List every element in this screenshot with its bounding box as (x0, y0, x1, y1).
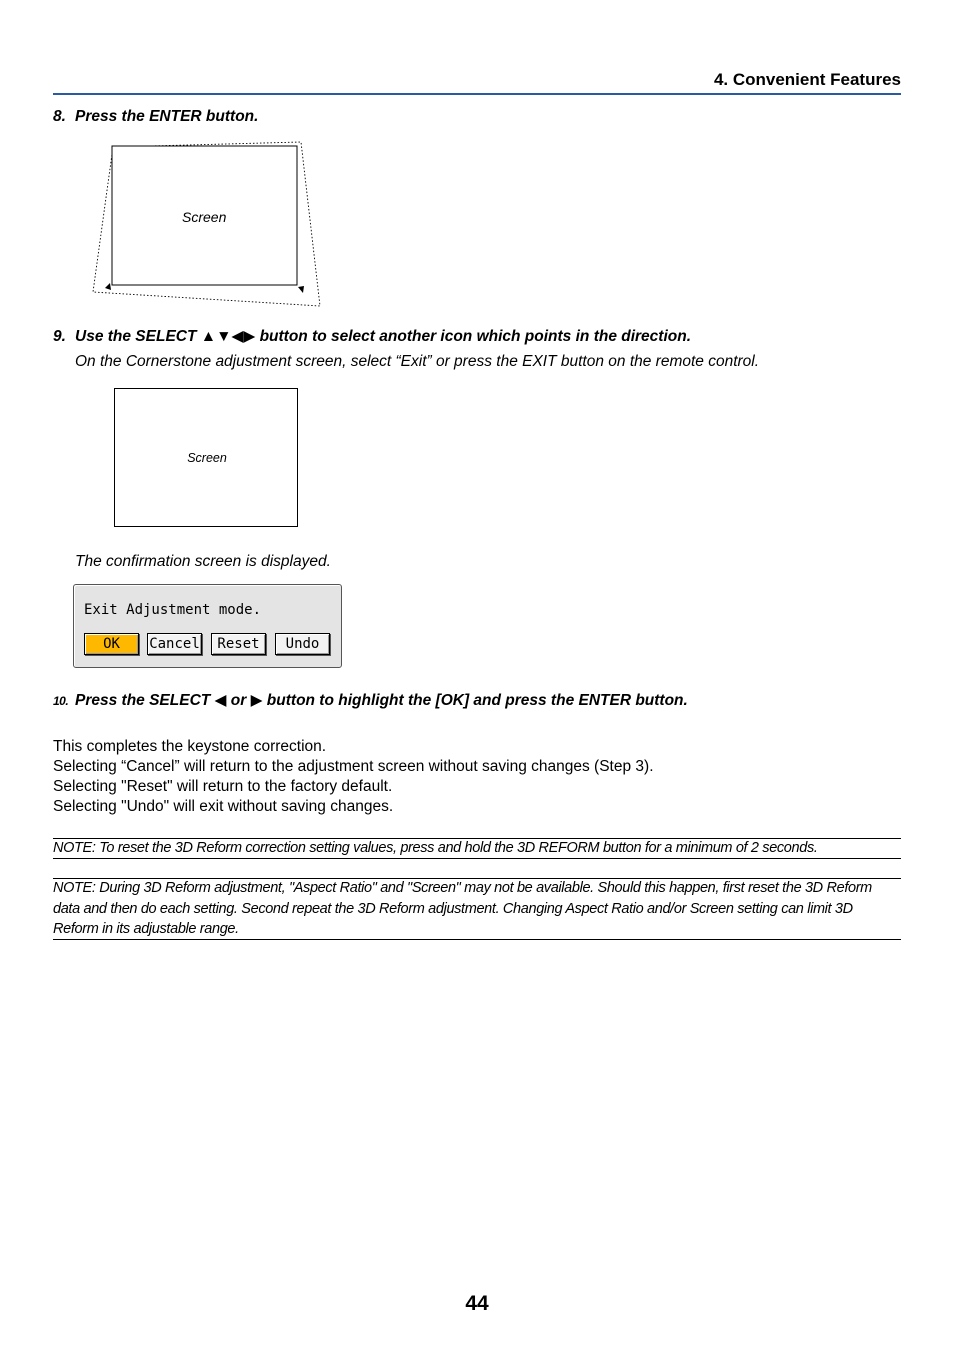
note-reset: NOTE: To reset the 3D Reform correction setting values, press and hold the 3D REFORM button for a minimum of 2 seconds. (53, 840, 818, 856)
dialog-message: Exit Adjustment mode. (84, 602, 262, 618)
body-line: Selecting "Undo" will exit without saving changes. (53, 798, 394, 815)
corrected-screen-figure (114, 388, 298, 527)
page-number: 44 (465, 1292, 489, 1315)
cancel-button[interactable]: Cancel (147, 633, 202, 655)
screen-label: Screen (182, 209, 227, 225)
confirmation-text: The confirmation screen is displayed. (75, 553, 331, 570)
step-9-number: 9. (53, 328, 66, 345)
step-8-number: 8. (53, 108, 66, 125)
ok-button[interactable]: OK (84, 633, 139, 655)
step-8 (53, 108, 258, 126)
body-line: This completes the keystone correction. (53, 738, 327, 755)
step-9-subtext: On the Cornerstone adjustment screen, select “Exit” or press the EXIT button on the remote control. (75, 353, 760, 370)
step-9 (53, 327, 691, 346)
keystone-diagram (90, 140, 325, 310)
section-title: 4. Convenient Features (713, 70, 901, 89)
corner-arrow-bottom-left (105, 283, 111, 290)
step-10 (53, 691, 688, 710)
corner-arrow-bottom-right (298, 286, 304, 293)
header-rule (53, 93, 901, 95)
step-8-text: Press the ENTER button. (75, 108, 259, 125)
body-line: Selecting “Cancel” will return to the adjustment screen without saving changes (Step 3). (53, 758, 654, 775)
keystone-figure (90, 140, 325, 310)
reset-button[interactable]: Reset (211, 633, 266, 655)
step-10-number: 10. (53, 694, 69, 708)
body-line: Selecting "Reset" will return to the factory default. (53, 778, 393, 795)
note-rule (53, 939, 901, 940)
undo-button[interactable]: Undo (275, 633, 330, 655)
step-9-text: Use the SELECT ▲▼◀▶ button to select another icon which points in the direction. (75, 328, 692, 345)
exit-adjustment-dialog (73, 584, 342, 668)
screen-label: Screen (187, 451, 227, 465)
note-3d-reform: NOTE: During 3D Reform adjustment, "Aspect Ratio" and "Screen" may not be available. Should this happen, first reset the 3D Reform data and then do each setting. Second repeat the 3D Reform adjustment. Changing Aspect Ratio and/or Screen setting can limit 3D Reform in its adjustable range. (53, 880, 872, 937)
step-10-text: Press the SELECT ◀ or ▶ button to highlight the [OK] and press the ENTER button. (75, 692, 688, 709)
body-paragraph (53, 737, 654, 817)
note-rule (53, 858, 901, 859)
